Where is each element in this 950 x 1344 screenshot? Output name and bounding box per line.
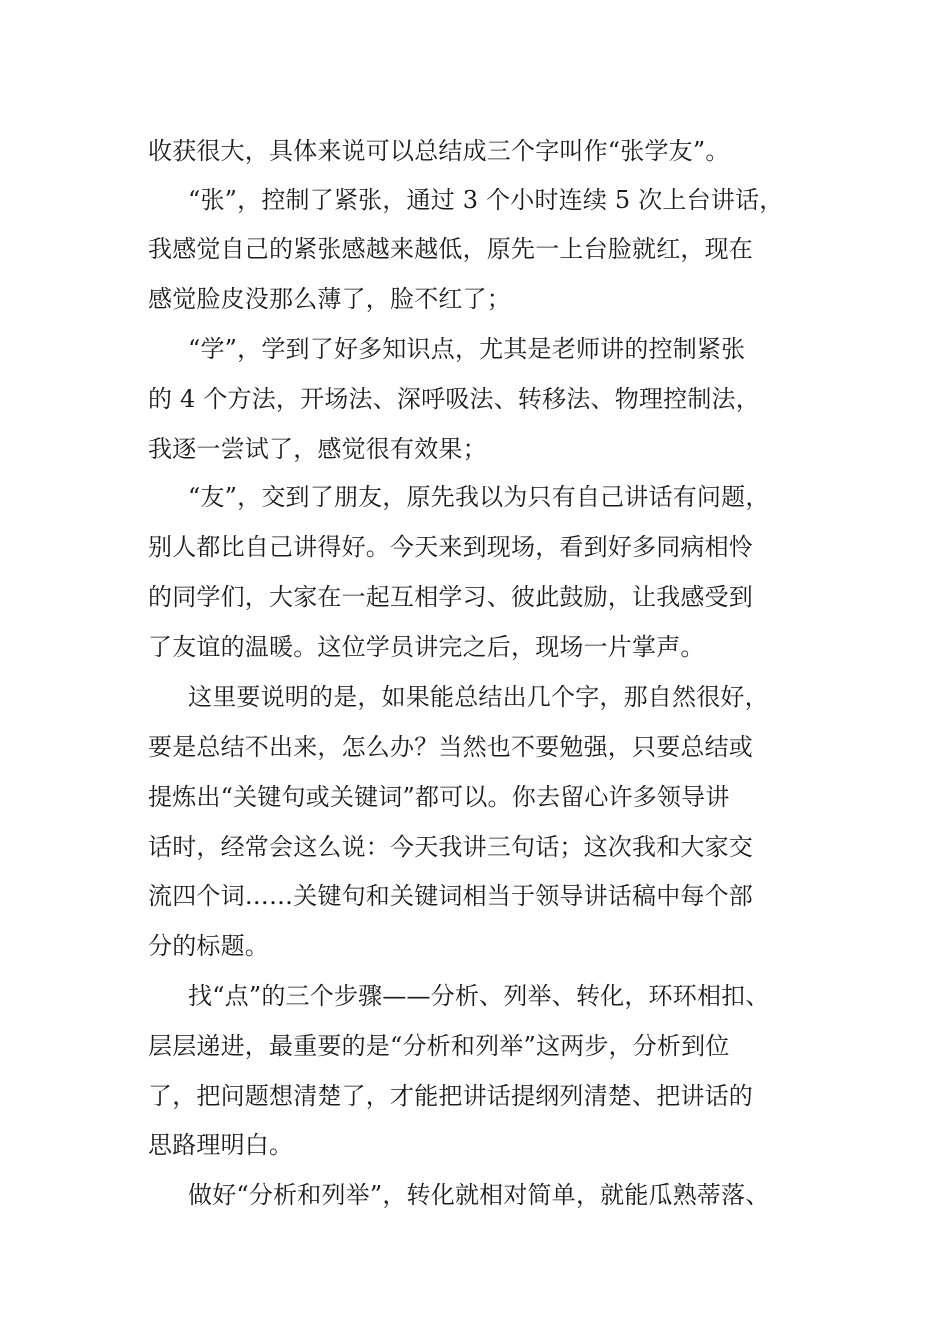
text-line: 收获很大，具体来说可以总结成三个字叫作“张学友”。	[148, 137, 730, 165]
text-line: 我逐一尝试了，感觉很有效果；	[148, 435, 487, 463]
text-line: “张”，控制了紧张，通过 3 个小时连续 5 次上台讲话，	[188, 186, 784, 214]
text-line: 找“点”的三个步骤——分析、列举、转化，环环相扣、	[188, 982, 770, 1010]
text-line: “友”，交到了朋友，原先我以为只有自己讲话有问题，	[188, 483, 770, 511]
text-line: 我感觉自己的紧张感越来越低，原先一上台脸就红，现在	[148, 235, 753, 263]
text-line: 层层递进，最重要的是“分析和列举”这两步，分析到位	[148, 1032, 730, 1060]
text-line: 流四个词……关键句和关键词相当于领导讲话稿中每个部	[148, 882, 753, 910]
text-line: 了友谊的温暖。这位学员讲完之后，现场一片掌声。	[148, 633, 705, 661]
text-line: 分的标题。	[148, 932, 269, 960]
text-line: 的同学们，大家在一起互相学习、彼此鼓励，让我感受到	[148, 583, 753, 611]
text-line: “学”，学到了好多知识点，尤其是老师讲的控制紧张	[188, 335, 746, 363]
text-line: 这里要说明的是，如果能总结出几个字，那自然很好，	[188, 683, 769, 711]
text-line: 了，把问题想清楚了，才能把讲话提纲列清楚、把讲话的	[148, 1082, 753, 1110]
text-line: 的 4 个方法，开场法、深呼吸法、转移法、物理控制法，	[148, 385, 760, 413]
text-line: 思路理明白。	[148, 1131, 294, 1159]
text-line: 要是总结不出来，怎么办？当然也不要勉强，只要总结或	[148, 733, 753, 761]
text-line: 提炼出“关键句或关键词”都可以。你去留心许多领导讲	[148, 783, 730, 811]
text-line: 感觉脸皮没那么薄了，脸不红了；	[148, 285, 511, 313]
text-line: 别人都比自己讲得好。今天来到现场，看到好多同病相怜	[148, 533, 753, 561]
text-line: 话时，经常会这么说：今天我讲三句话；这次我和大家交	[148, 833, 753, 861]
text-line: 做好“分析和列举”，转化就相对简单，就能瓜熟蒂落、	[188, 1181, 770, 1209]
